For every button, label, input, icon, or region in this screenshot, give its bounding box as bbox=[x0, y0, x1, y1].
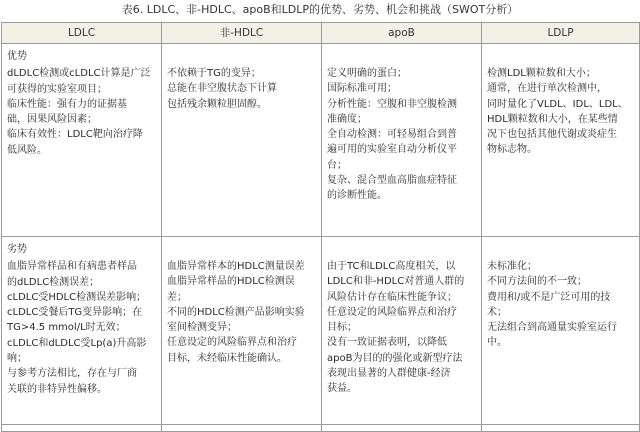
cell-text-line: 全自动检测：可轻易组合到普 bbox=[327, 129, 457, 141]
cell-text-line: cLDLC和dLDLC受Lp(a)升高影 bbox=[7, 337, 147, 349]
cell-text-line: 血脂异常样品的HDLC检测误 bbox=[167, 276, 295, 288]
cell-text-line: apoB为目的的强化或新型疗法 bbox=[327, 352, 463, 364]
cell-lines bbox=[167, 66, 316, 112]
column-header-non-hdlc: 非-HDLC bbox=[162, 23, 322, 44]
cell-text-line: 室间检测变异； bbox=[167, 322, 237, 334]
cell-text-line: 中。 bbox=[487, 337, 507, 349]
cell-text-line: 风险估计存在临床性能争议； bbox=[327, 291, 457, 303]
strengths-apob-cell bbox=[322, 44, 482, 237]
cell-text-line: HDL颗粒数和大小，在某些情 bbox=[487, 113, 618, 125]
header-row bbox=[2, 23, 640, 44]
cell-text-line: TG>4.5 mmol/L时无效； bbox=[7, 322, 126, 334]
cell-text-line: 检测LDL颗粒数和大小； bbox=[487, 68, 596, 79]
cell-lines bbox=[327, 66, 476, 204]
cell-text-line: 遍可用的实验室自动分析仪平 bbox=[327, 144, 457, 156]
cell-text-line: 无法组合到高通量实验室运行 bbox=[487, 322, 617, 334]
cell-text-line: 不依赖于TG的变异； bbox=[167, 68, 261, 79]
cell-text-line: 准确度； bbox=[327, 113, 367, 125]
cell-text-line: 定义明确的蛋白； bbox=[327, 68, 407, 79]
cell-text-line: 同时量化了VLDL、IDL、LDL、 bbox=[487, 98, 628, 110]
cell-text-line: 关联的非特异性偏移。 bbox=[7, 383, 107, 395]
cell-text-line: 差； bbox=[167, 291, 187, 303]
cell-text-line: 与参考方法相比，存在与厂商 bbox=[7, 368, 137, 380]
cell-text-line: 响； bbox=[7, 353, 27, 365]
table-caption: 表6. LDLC、非-HDLC、apoB和LDLP的优势、劣势、机会和挑战（SWOT分析） bbox=[121, 3, 519, 16]
strengths-row bbox=[2, 44, 640, 237]
cell-lines bbox=[487, 66, 634, 158]
cell-text-line: 任意设定的风险临界点和治疗 bbox=[167, 337, 297, 349]
cell-text-line: 血脂异常样品和有病患者样品 bbox=[7, 261, 137, 273]
cell-text-line: 物标志物。 bbox=[487, 144, 537, 156]
cell-text-line: 血脂异常样本的HDLC测量误差 bbox=[167, 261, 305, 272]
cell-text-line: 台； bbox=[327, 159, 347, 171]
cell-text-line: 获益。 bbox=[327, 383, 357, 395]
cell-text-line: 临床性能：强有力的证据基 bbox=[7, 98, 127, 110]
cell-text-line: 通常，在进行单次检测中， bbox=[487, 83, 607, 95]
column-header-ldlp: LDLP bbox=[482, 23, 640, 44]
table-bottom-border bbox=[1, 424, 639, 425]
cell-text-line: 未标准化； bbox=[487, 261, 537, 272]
section-label-strengths: 优势 bbox=[7, 51, 27, 62]
cell-text-line: 包括残余颗粒胆固醇。 bbox=[167, 98, 267, 110]
column-header-ldlc: LDLC bbox=[2, 23, 162, 44]
cell-text-line: 目标； bbox=[327, 322, 357, 334]
cell-text-line: cLDLC受HDLC检测误差影响； bbox=[7, 291, 147, 303]
cell-text-line: 况下也包括其他代谢或炎症生 bbox=[487, 129, 617, 141]
swot-table bbox=[1, 22, 640, 432]
section-label-weaknesses: 劣势 bbox=[7, 244, 27, 255]
cell-text-line: 由于TC和LDLC高度相关，以 bbox=[327, 261, 456, 272]
cell-text-line: 临床有效性：LDLC靶向治疗降 bbox=[7, 129, 143, 141]
weaknesses-apob-cell bbox=[322, 237, 482, 432]
cell-text-line: 费用和/或不是广泛可用的技 bbox=[487, 291, 611, 303]
cell-lines bbox=[487, 259, 634, 351]
strengths-non-hdlc-cell bbox=[162, 44, 322, 237]
cell-text-line: 的dLDLC检测误差； bbox=[7, 276, 100, 288]
cell-text-line: 复杂、混合型血高脂血症特征 bbox=[327, 175, 457, 187]
cell-text-line: 目标，未经临床性能确认。 bbox=[167, 352, 287, 364]
cell-text-line: 的诊断性能。 bbox=[327, 190, 387, 202]
cell-text-line: 础，因果风险因素； bbox=[7, 114, 97, 126]
column-header-apob: apoB bbox=[322, 23, 482, 44]
cell-text-line: dLDLC检测或cLDLC计算是广泛 bbox=[7, 68, 151, 80]
cell-text-line: LDLC和非-HDLC对普通人群的 bbox=[327, 276, 465, 288]
weaknesses-ldlp-cell bbox=[482, 237, 640, 432]
cell-text-line: 可获得的实验室项目； bbox=[7, 83, 107, 95]
cell-text-line: 国际标准可用； bbox=[327, 83, 397, 95]
cell-text-line: 术； bbox=[487, 306, 507, 318]
cell-text-line: 没有一致证据表明，以降低 bbox=[327, 337, 447, 349]
weaknesses-row bbox=[2, 237, 640, 432]
cell-text-line: cLDLC受餐后TG变异影响；在 bbox=[7, 307, 143, 319]
cell-text-line: 低风险。 bbox=[7, 144, 47, 156]
cell-text-line: 不同的HDLC检测产品影响实验 bbox=[167, 306, 305, 318]
cell-lines bbox=[327, 259, 476, 397]
cell-lines bbox=[7, 66, 156, 158]
cell-text-line: 分析性能：空腹和非空腹检测 bbox=[327, 98, 457, 110]
cell-text-line: 表现出显著的人群健康-经济 bbox=[327, 368, 451, 380]
strengths-ldlp-cell bbox=[482, 44, 640, 237]
cell-text-line: 总能在非空腹状态下计算 bbox=[167, 83, 277, 95]
cell-text-line: 任意设定的风险临界点和治疗 bbox=[327, 306, 457, 318]
weaknesses-ldlc-cell bbox=[2, 237, 162, 432]
cell-text-line: 不同方法间的不一致； bbox=[487, 276, 587, 288]
weaknesses-non-hdlc-cell bbox=[162, 237, 322, 432]
strengths-ldlc-cell bbox=[2, 44, 162, 237]
cell-lines bbox=[7, 259, 156, 397]
cell-lines bbox=[167, 259, 316, 366]
